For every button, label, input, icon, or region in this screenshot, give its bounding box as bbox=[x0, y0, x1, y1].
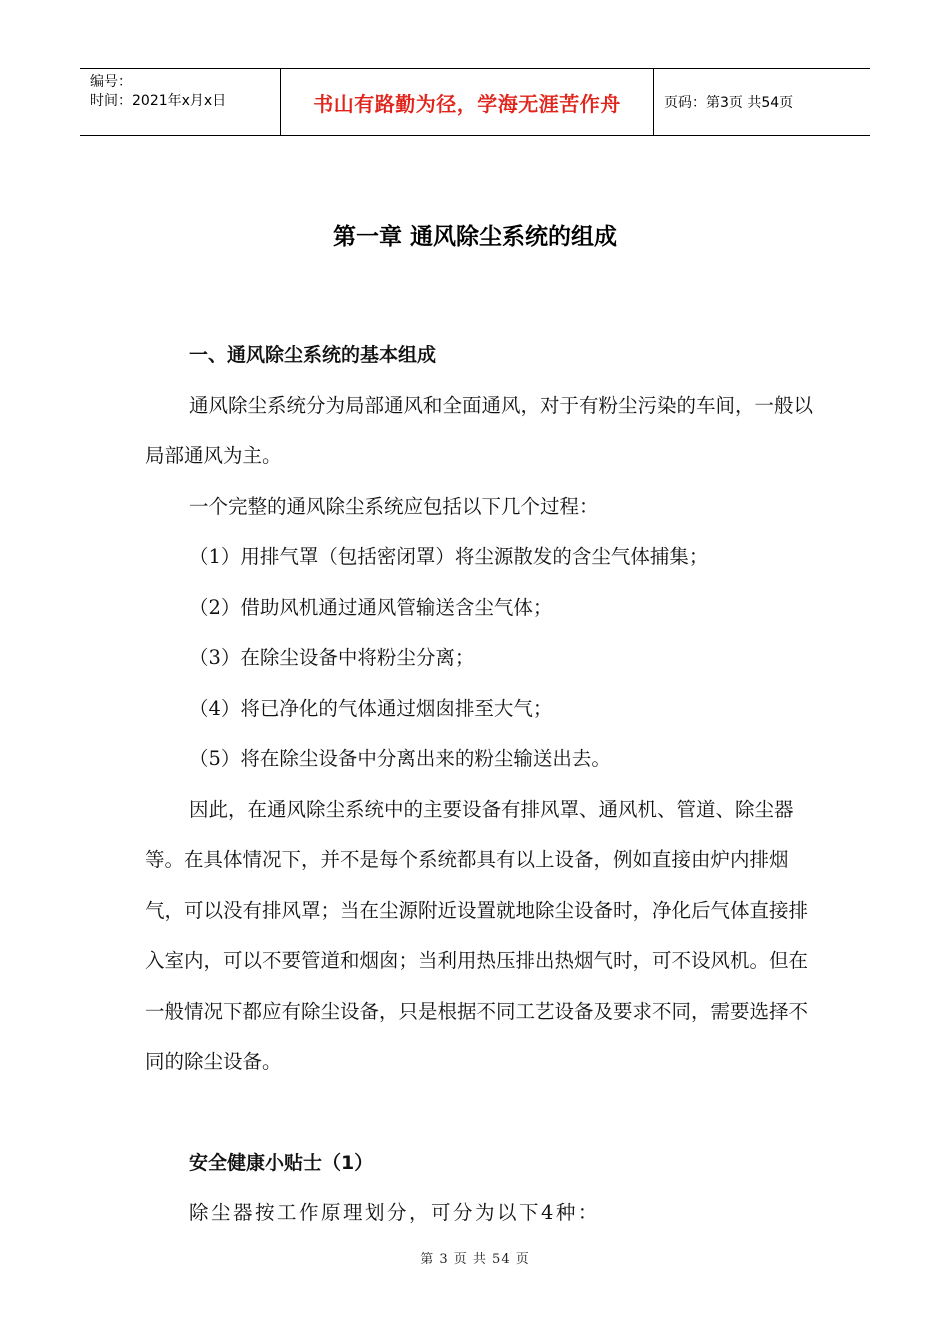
page-title: 第一章 通风除尘系统的组成 bbox=[332, 224, 617, 250]
serial-label: 编号： bbox=[90, 74, 132, 90]
step-item-5: （5）将在除尘设备中分离出来的粉尘输送出去。 bbox=[189, 747, 611, 770]
page-footer: 第 3 页 共 54 页 bbox=[420, 1252, 530, 1267]
step-item-4: （4）将已净化的气体通过烟囱排至大气； bbox=[189, 696, 553, 720]
header-page-cell bbox=[654, 69, 870, 135]
motto-text: 书山有路勤为径，学海无涯苦作舟 bbox=[313, 91, 621, 116]
step-item-2: （2）借助风机通过通风管输送含尘气体； bbox=[189, 595, 553, 619]
document-body bbox=[145, 330, 817, 1239]
header-motto-cell bbox=[281, 69, 654, 135]
step-item-3: （3）在除尘设备中将粉尘分离； bbox=[189, 646, 475, 669]
header-table bbox=[80, 68, 870, 136]
section-heading: 一、通风除尘系统的基本组成 bbox=[189, 344, 437, 366]
tips-heading: 安全健康小贴士（1） bbox=[189, 1151, 374, 1174]
page-info: 页码：第3页 共54页 bbox=[664, 95, 794, 111]
paragraph-equipment: 因此，在通风除尘系统中的主要设备有排风罩、通风机、管道、除尘器等。在具体情况下，并不是每个系统都具有以上设备，例如直接由炉内排烟气，可以没有排风罩；当在尘源附近设置就地除尘设备时，净化后气体直接排入室内，可以不要管道和烟囱；当利用热压排出热烟气时，可不设风机。但在一般情况下都应有除尘设备，只是根据不同工艺设备及要求不同，需要选择不同的除尘设备。 bbox=[145, 797, 809, 1073]
paragraph-intro: 通风除尘系统分为局部通风和全面通风，对于有粉尘污染的车间，一般以局部通风为主。 bbox=[145, 393, 814, 467]
header-meta-cell bbox=[80, 69, 281, 135]
tips-paragraph: 除尘器按工作原理划分，可分为以下4种： bbox=[189, 1201, 600, 1224]
section-gap bbox=[145, 1088, 817, 1138]
time-label: 时间：2021年x月x日 bbox=[90, 93, 227, 109]
paragraph-process-lead: 一个完整的通风除尘系统应包括以下几个过程： bbox=[189, 494, 599, 518]
step-item-1: （1）用排气罩（包括密闭罩）将尘源散发的含尘气体捕集； bbox=[189, 545, 709, 568]
